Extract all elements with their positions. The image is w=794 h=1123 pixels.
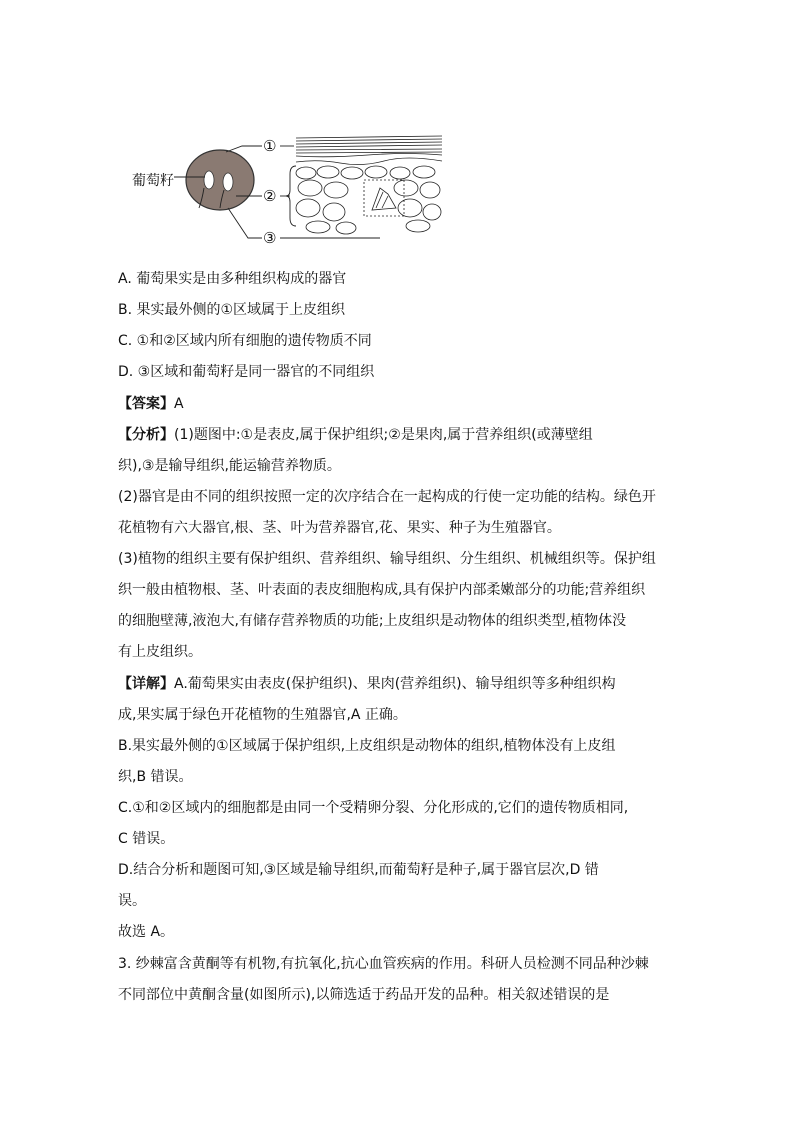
seed-left bbox=[204, 171, 214, 189]
analysis-line: (3)植物的组织主要有保护组织、营养组织、输导组织、分生组织、机械组织等。保护组 bbox=[118, 551, 656, 567]
detail-text: A.葡萄果实由表皮(保护组织)、果肉(营养组织)、输导组织等多种组织构 bbox=[174, 676, 616, 692]
option-b: B. 果实最外侧的①区域属于上皮组织 bbox=[118, 302, 346, 318]
analysis-line: 花植物有六大器官,根、茎、叶为营养器官,花、果实、种子为生殖器官。 bbox=[118, 520, 561, 536]
detail-line: B.果实最外侧的①区域属于保护组织,上皮组织是动物体的组织,植物体没有上皮组 bbox=[118, 738, 616, 754]
grape-tissue-figure bbox=[118, 128, 458, 250]
option-a: A. 葡萄果实是由多种组织构成的器官 bbox=[118, 271, 347, 287]
fruit-section bbox=[186, 150, 254, 210]
detail-line: 成,果实属于绿色开花植物的生殖器官,A 正确。 bbox=[118, 707, 407, 723]
detail-line: D.结合分析和题图可知,③区域是输导组织,而葡萄籽是种子,属于器官层次,D 错 bbox=[118, 862, 599, 878]
seed-label: 葡萄籽 bbox=[132, 173, 174, 189]
seed-right bbox=[223, 173, 233, 191]
question-3-line: 3. 纱棘富含黄酮等有机物,有抗氧化,抗心血管疾病的作用。科研人员检测不同品种沙棘 bbox=[118, 956, 649, 972]
analysis-line: (2)器官是由不同的组织按照一定的次序结合在一起构成的行使一定功能的结构。绿色开 bbox=[118, 489, 656, 505]
detail-line: 织,B 错误。 bbox=[118, 769, 193, 785]
marker-2: ② bbox=[263, 187, 277, 205]
analysis-line: 织一般由植物根、茎、叶表面的表皮细胞构成,具有保护内部柔嫩部分的功能;营养组织 bbox=[118, 582, 646, 598]
detail-line: 误。 bbox=[118, 893, 146, 909]
option-d: D. ③区域和葡萄籽是同一器官的不同组织 bbox=[118, 364, 375, 380]
detail-line bbox=[118, 674, 616, 694]
marker-3: ③ bbox=[263, 229, 277, 247]
answer-line bbox=[118, 394, 184, 414]
detail-tag: 【详解】 bbox=[118, 676, 174, 692]
tissue-detail bbox=[296, 136, 442, 234]
question-3-line: 不同部位中黄酮含量(如图所示),以筛选适于药品开发的品种。相关叙述错误的是 bbox=[118, 987, 610, 1003]
analysis-line: 的细胞壁薄,液泡大,有储存营养物质的功能;上皮组织是动物体的组织类型,植物体没 bbox=[118, 613, 627, 629]
option-c: C. ①和②区域内所有细胞的遗传物质不同 bbox=[118, 333, 372, 349]
analysis-line: 有上皮组织。 bbox=[118, 644, 202, 660]
analysis-line: 织),③是输导组织,能运输营养物质。 bbox=[118, 458, 341, 474]
detail-line: C 错误。 bbox=[118, 831, 175, 847]
analysis-text: (1)题图中:①是表皮,属于保护组织;②是果肉,属于营养组织(或薄壁组 bbox=[174, 427, 593, 443]
marker-1: ① bbox=[263, 137, 277, 155]
analysis-line bbox=[118, 425, 593, 445]
answer-tag: 【答案】 bbox=[118, 396, 174, 412]
detail-line: 故选 A。 bbox=[118, 924, 175, 940]
answer-value: A bbox=[174, 396, 184, 412]
detail-line: C.①和②区域内的细胞都是由同一个受精卵分裂、分化形成的,它们的遗传物质相同, bbox=[118, 800, 629, 816]
analysis-tag: 【分析】 bbox=[118, 427, 174, 443]
